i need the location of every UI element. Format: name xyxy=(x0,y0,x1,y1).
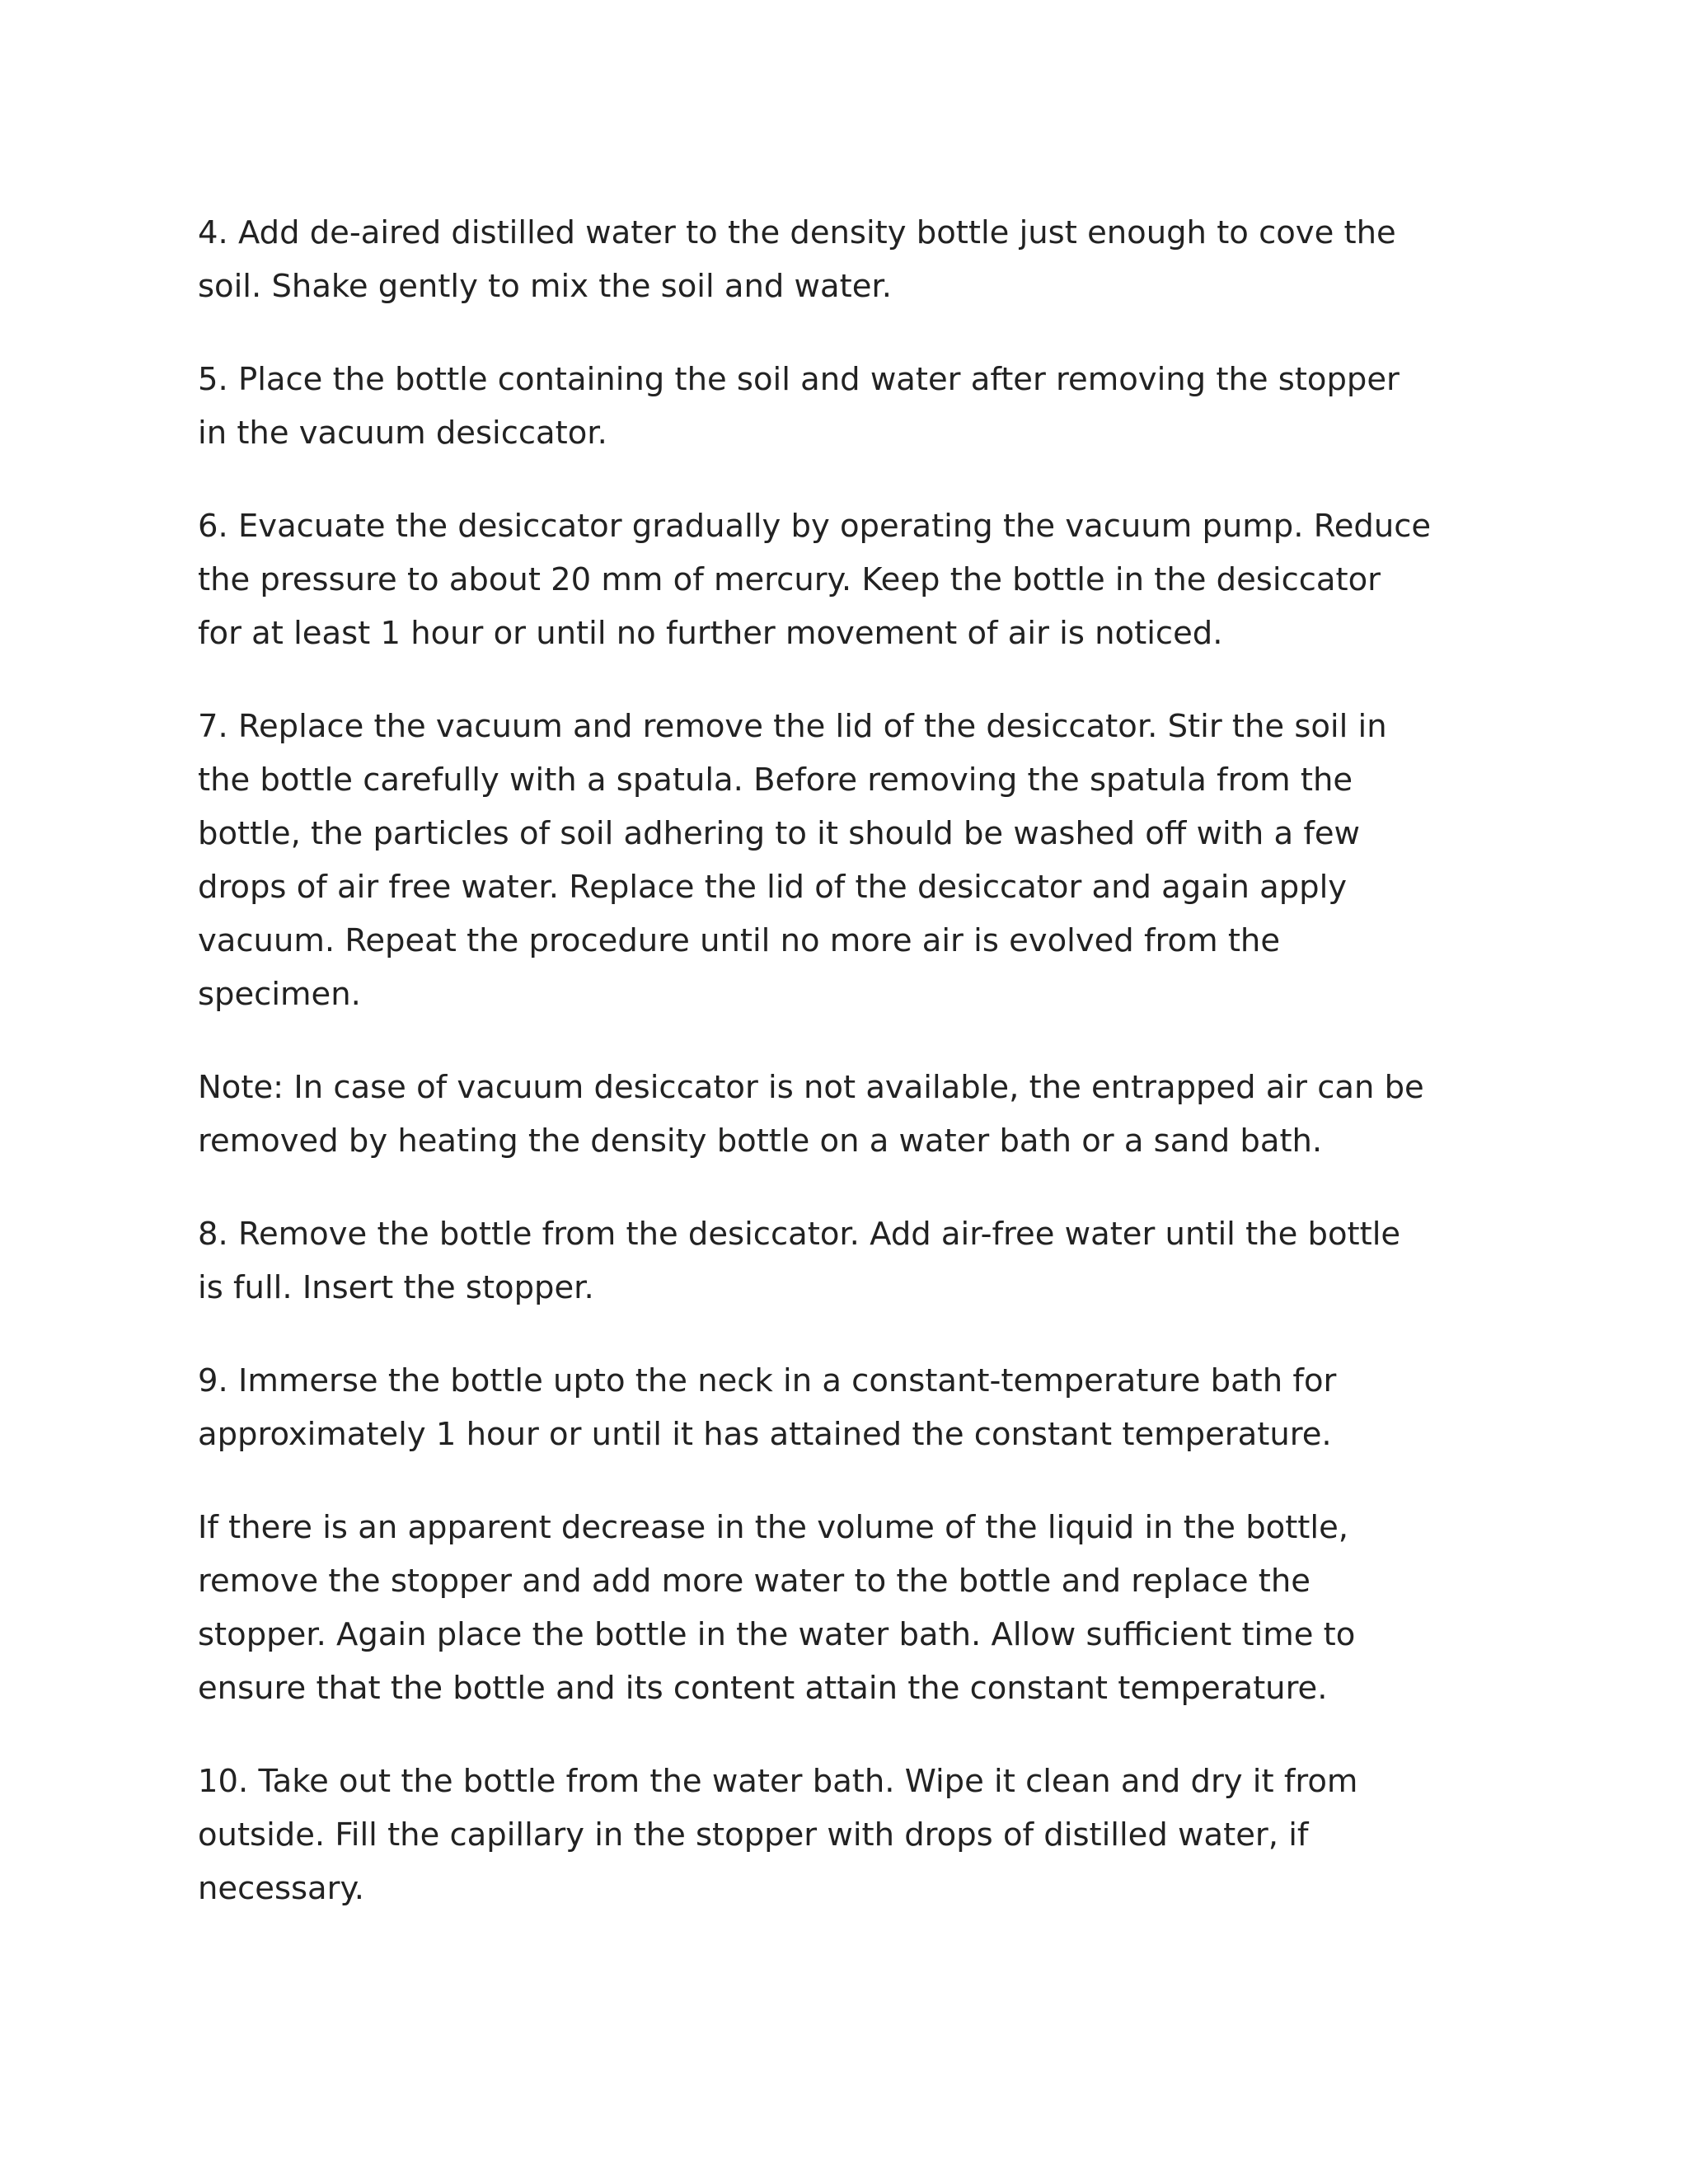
step-6-paragraph: 6. Evacuate the desiccator gradually by operating the vacuum pump. Reduce the pressure to about 20 mm of mercury. Keep the bottle in the desiccator for at least 1 hour or until no further movement of air is noticed. xyxy=(198,508,1432,652)
step-5-paragraph: 5. Place the bottle containing the soil and water after removing the stopper in the vacuum desiccator. xyxy=(198,361,1400,452)
step-10-paragraph: 10. Take out the bottle from the water bath. Wipe it clean and dry it from outside. Fill the capillary in the stopper with drops of distilled water, if necessary. xyxy=(198,1763,1358,1907)
note-paragraph: Note: In case of vacuum desiccator is not available, the entrapped air can be removed by heating the density bottle on a water bath or a sand bath. xyxy=(198,1069,1424,1160)
volume-decrease-paragraph: If there is an apparent decrease in the volume of the liquid in the bottle, remove the stopper and add more water to the bottle and replace the stopper. Again place the bottle in the water bath. Allow sufficient time to ensure that the bottle and its content attain the constant temperature. xyxy=(198,1509,1356,1707)
step-4-paragraph: 4. Add de-aired distilled water to the density bottle just enough to cove the soil. Shake gently to mix the soil and water. xyxy=(198,214,1396,305)
step-7-paragraph: 7. Replace the vacuum and remove the lid of the desiccator. Stir the soil in the bottle carefully with a spatula. Before removing the spatula from the bottle, the particles of soil adhering to it should be washed off with a few drops of air free water. Replace the lid of the desiccator and again apply vacuum. Repeat the procedure until no more air is evolved from the specimen. xyxy=(198,708,1387,1013)
step-8-paragraph: 8. Remove the bottle from the desiccator. Add air-free water until the bottle is full. Insert the stopper. xyxy=(198,1216,1401,1306)
document-body xyxy=(198,206,1484,1955)
step-9-paragraph: 9. Immerse the bottle upto the neck in a constant-temperature bath for approximately 1 hour or until it has attained the constant temperature. xyxy=(198,1362,1337,1453)
